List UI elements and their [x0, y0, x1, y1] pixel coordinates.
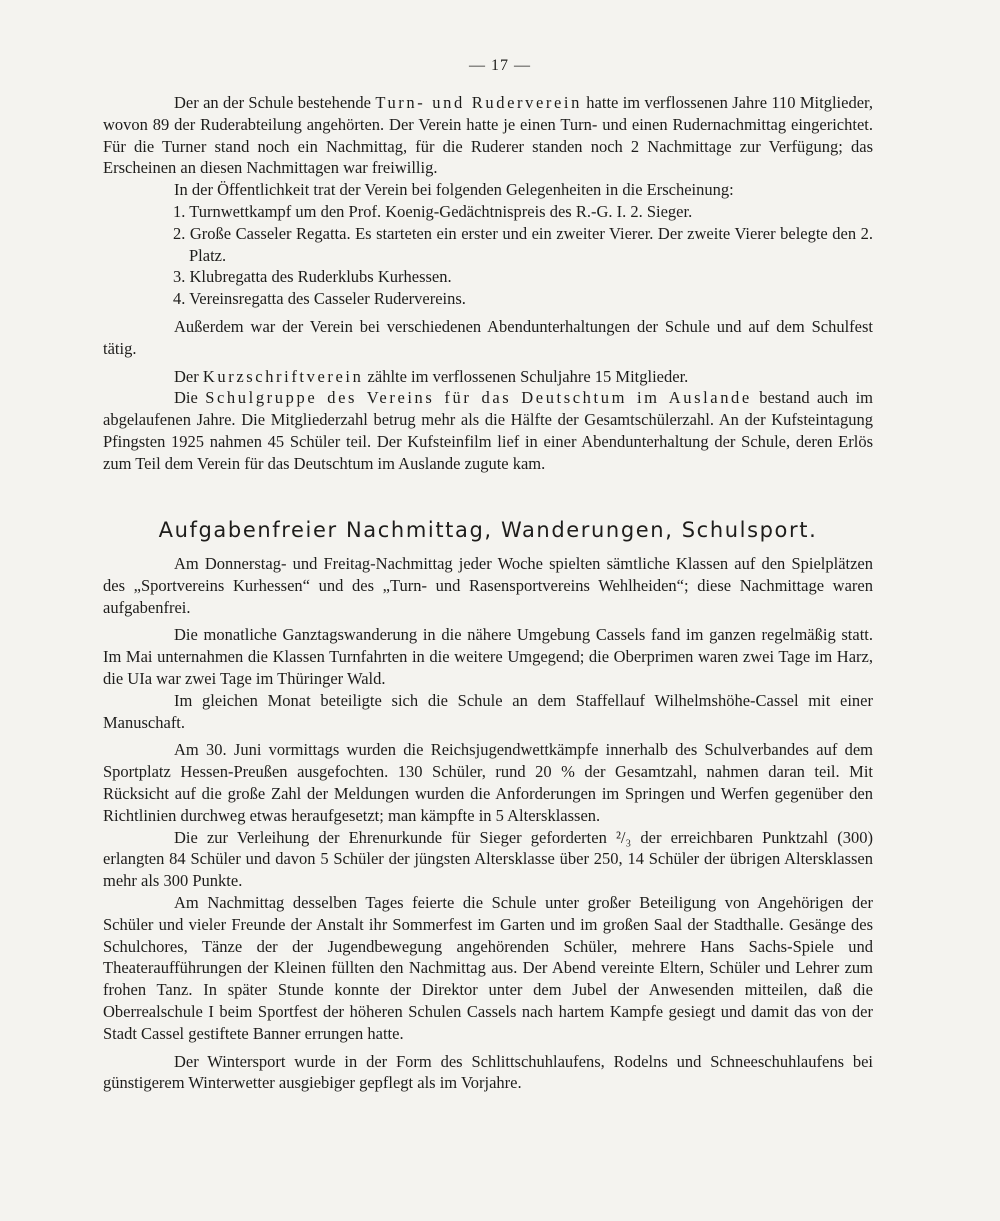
paragraph-schulgruppe — [103, 387, 873, 474]
paragraph-text: zählte im verflossenen Schuljahre 15 Mitglieder. — [363, 366, 689, 386]
paragraph-turn-ruderverein — [103, 92, 873, 179]
section-clubs — [103, 92, 873, 475]
list-item: 3. Klubregatta des Ruderklubs Kurhessen. — [173, 267, 452, 287]
paragraph-sommerfest: Am Nachmittag desselben Tages feierte die Schule unter großer Beteiligung von Angehörigen der Schüler und vieler Freunde der Anstalt ihr Sommerfest im Garten und im großen Saal der Stadthalle. Gesänge des Schulchores, Tänze der der Jugendbewegung angehörenden Schüler, mehrere Hans Sachs-Spiele und Theateraufführungen der Kleinen füllten den Nachmittag aus. Der Abend vereinte Eltern, Schüler und Lehrer zum frohen Tanz. In später Stunde konnte der Direktor unter dem Jubel der Anwesenden mitteilen, daß die Oberrealschule I beim Sportfest der höheren Schulen Cassels nach hartem Kampfe gesiegt und damit das von der Stadt Cassel gestiftete Banner errungen hatte. — [103, 892, 873, 1043]
section-sport — [103, 553, 873, 1094]
spaced-term: Kurzschriftverein — [202, 366, 364, 386]
section-heading: Aufgabenfreier Nachmittag, Wanderungen, Schulsport. — [158, 518, 818, 542]
paragraph-abendunterhaltungen: Außerdem war der Verein bei verschiedenen Abendunterhaltungen der Schule und auf dem Schulfest tätig. — [103, 316, 873, 358]
paragraph-text: Der an der Schule bestehende — [174, 93, 376, 112]
paragraph-text: hatte im verflossenen Jahre 110 Mitglieder, wovon 89 der Ruderabteilung angehörten. Der Verein hatte je einen Turn- und einen Rudernachmittag eingerichtet. Für die Turner stand noch ein Nachmittag, für die Ruderer standen noch 2 Nachmittage zur Verfügung; das Erscheinen an diesen Nachmittagen war freiwillig. — [103, 93, 873, 178]
paragraph-ehrenurkunde: Die zur Verleihung der Ehrenurkunde für Sieger geforderten ²/₃ der erreichbaren Punktzahl (300) erlangten 84 Schüler und davon 5 Schüler der jüngsten Altersklasse über 250, 14 Schüler der übrigen Altersklassen mehr als 300 Punkte. — [103, 827, 873, 891]
list-item: 2. Große Casseler Regatta. Es starteten ein erster und ein zweiter Vierer. Der zweite Vierer belegte den 2. Platz. — [173, 223, 873, 265]
paragraph-wintersport: Der Wintersport wurde in der Form des Schlittschuhlaufens, Rodelns und Schneeschuhlaufens bei günstigerem Winterwetter ausgiebiger gepflegt als im Vorjahre. — [103, 1051, 873, 1093]
events-list — [103, 201, 873, 310]
spaced-term: Turn- und Ruderverein — [375, 93, 582, 112]
paragraph-kurzschriftverein — [103, 366, 873, 388]
page-number: — 17 — — [469, 57, 531, 74]
list-item: 1. Turnwettkampf um den Prof. Koenig-Gedächtnispreis des R.-G. I. 2. Sieger. — [173, 201, 693, 221]
paragraph-staffellauf: Im gleichen Monat beteiligte sich die Schule an dem Staffellauf Wilhelmshöhe-Cassel mit einer Manuschaft. — [103, 690, 873, 732]
paragraph-text: Die — [174, 388, 206, 408]
paragraph-oeffentlichkeit: In der Öffentlichkeit trat der Verein bei folgenden Gelegenheiten in die Erscheinung: — [174, 180, 734, 200]
spaced-term: Schulgruppe des Vereins für das Deutschtum im Auslande — [205, 388, 752, 408]
paragraph-wanderungen: Die monatliche Ganztagswanderung in die nähere Umgebung Cassels fand im ganzen regelmäßig statt. Im Mai unternahmen die Klassen Turnfahrten in die weitere Umgegend; die Oberprimen waren zwei Tage im Harz, die UIa war zwei Tage im Thüringer Wald. — [103, 625, 873, 688]
paragraph-text: bestand auch im abgelaufenen Jahre. Die Mitgliederzahl betrug mehr als die Hälfte der Gesamtschülerzahl. An der Kufsteintagung Pfingsten 1925 nahmen 45 Schüler teil. Der Kufsteinfilm lief in einer Abendunterhaltung der Schule, deren Erlös zum Teil dem Verein für das Deutschtum im Auslande zugute kam. — [103, 388, 874, 473]
list-item: 4. Vereinsregatta des Casseler Rudervereins. — [173, 289, 466, 309]
paragraph-text: Der — [174, 366, 203, 386]
paragraph-reichsjugendwettkaempfe: Am 30. Juni vormittags wurden die Reichsjugendwettkämpfe innerhalb des Schulverbandes auf dem Sportplatz Hessen-Preußen ausgefochten. 130 Schüler, rund 20 % der Gesamtzahl, nahmen daran teil. Mit Rücksicht auf die große Zahl der Meldungen wurden die Anforderungen im Springen und Werfen gegenüber den Richtlinien durchweg etwas heraufgesetzt; man kämpfte in 5 Altersklassen. — [103, 740, 873, 825]
paragraph-spielnachmittage: Am Donnerstag- und Freitag-Nachmittag jeder Woche spielten sämtliche Klassen auf den Spielplätzen des „Sportvereins Kurhessen“ und des „Turn- und Rasensportvereins Wehlheiden“; diese Nachmittage waren aufgabenfrei. — [103, 554, 873, 617]
